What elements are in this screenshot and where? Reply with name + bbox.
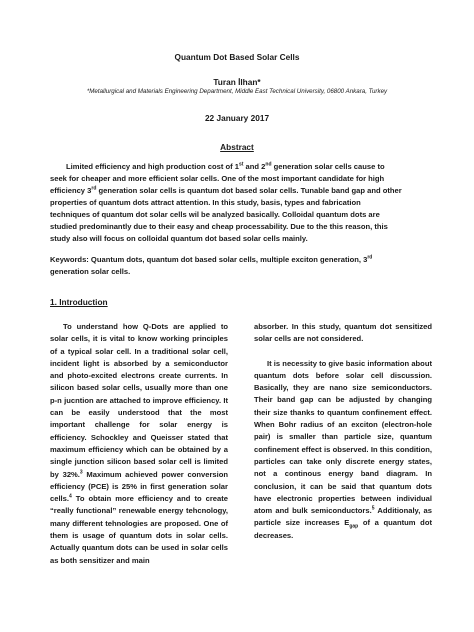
abstract-text: Limited efficiency and high production cost of 1st and 2nd generation solar cells cause to seek for cheaper and more efficient solar cells. One of the most important candidate for high efficiency 3rd generation solar cells is quantum dot based solar cells. Tunable band gap and other properties of quantum dots attract attention. In this study, basis, types and fabrication techniques of quantum dot solar cells wil be analyzed basically. Colloidal quantum dots are studied predominantly due to their easy and cheap processability. Due to the this reason, this study also will focus on colloidal quantum dot based solar cells mainly. xyxy=(50,161,402,243)
citation-ref: 4 xyxy=(69,493,72,500)
body-column-right xyxy=(254,321,432,554)
author-name: Turan İlhan* xyxy=(213,77,261,87)
section-heading-introduction: 1. Introduction xyxy=(50,297,108,307)
citation-ref: 5 xyxy=(371,505,375,512)
citation-ref: 3 xyxy=(79,469,83,476)
abstract-heading: Abstract xyxy=(220,142,254,152)
paragraph: To understand how Q-Dots are applied to solar cells, it is vital to know working principles of a typical solar cell. In a traditional solar cell, incident light is absorbed by a semiconductor and photo-excited electrons create currents. In silicon based solar cells, usually more than one p-n jucntion are attached to improve efficiency. It can be easily understood that the most important challenge for solar energy is efficiency. Schockley and Queisser stated that maximum efficiency which can be obtained by a single junction silicon based solar cell is limited by 32%.$^3$ Maximum achieved power conversion efficiency (PCE) is 25% in first generation solar cells.$^4$ To obtain more efficiency and to create “really functional” renewable energy tehcnology, many different tehnologies are proposed. One of them is usage of quantum dots in solar cells. Actually quantum dots can be used in solar cells as both sensitizer and main xyxy=(50,322,229,565)
paragraph: It is necessity to give basic information about quantum dots before solar cell discussion. Basically, they are nano size semiconductors. Their band gap can be adjusted by changing their size thanks to quantum confinement effect. When Bohr radius of an exciton (electron-hole pair) is smaller than particle size, quantum confinement effect is observed. In this condition, particles can take only discrete energy states, not a continous energy band diagram. In conclusion, it can be said that quantum dots have electronic properties between individual atom and bulk semiconductors.$^5$ Additionaly, as particle size increases $E_{gap}$ of a quantum dot decreases. xyxy=(254,358,432,540)
keywords: Keywords: Quantum dots, quantum dot based solar cells, multiple exciton generation, 3rd generation solar cells. xyxy=(50,254,373,276)
body-column-left xyxy=(50,321,228,579)
paragraph: absorber. In this study, quantum dot sensitized solar cells are not considered. xyxy=(254,322,432,344)
paper-title: Quantum Dot Based Solar Cells xyxy=(174,52,300,62)
publication-date: 22 January 2017 xyxy=(204,113,270,123)
author-affiliation: *Metallurgical and Materials Engineering Department, Middle East Technical University, 06800 Ankara, Turkey xyxy=(86,88,388,95)
